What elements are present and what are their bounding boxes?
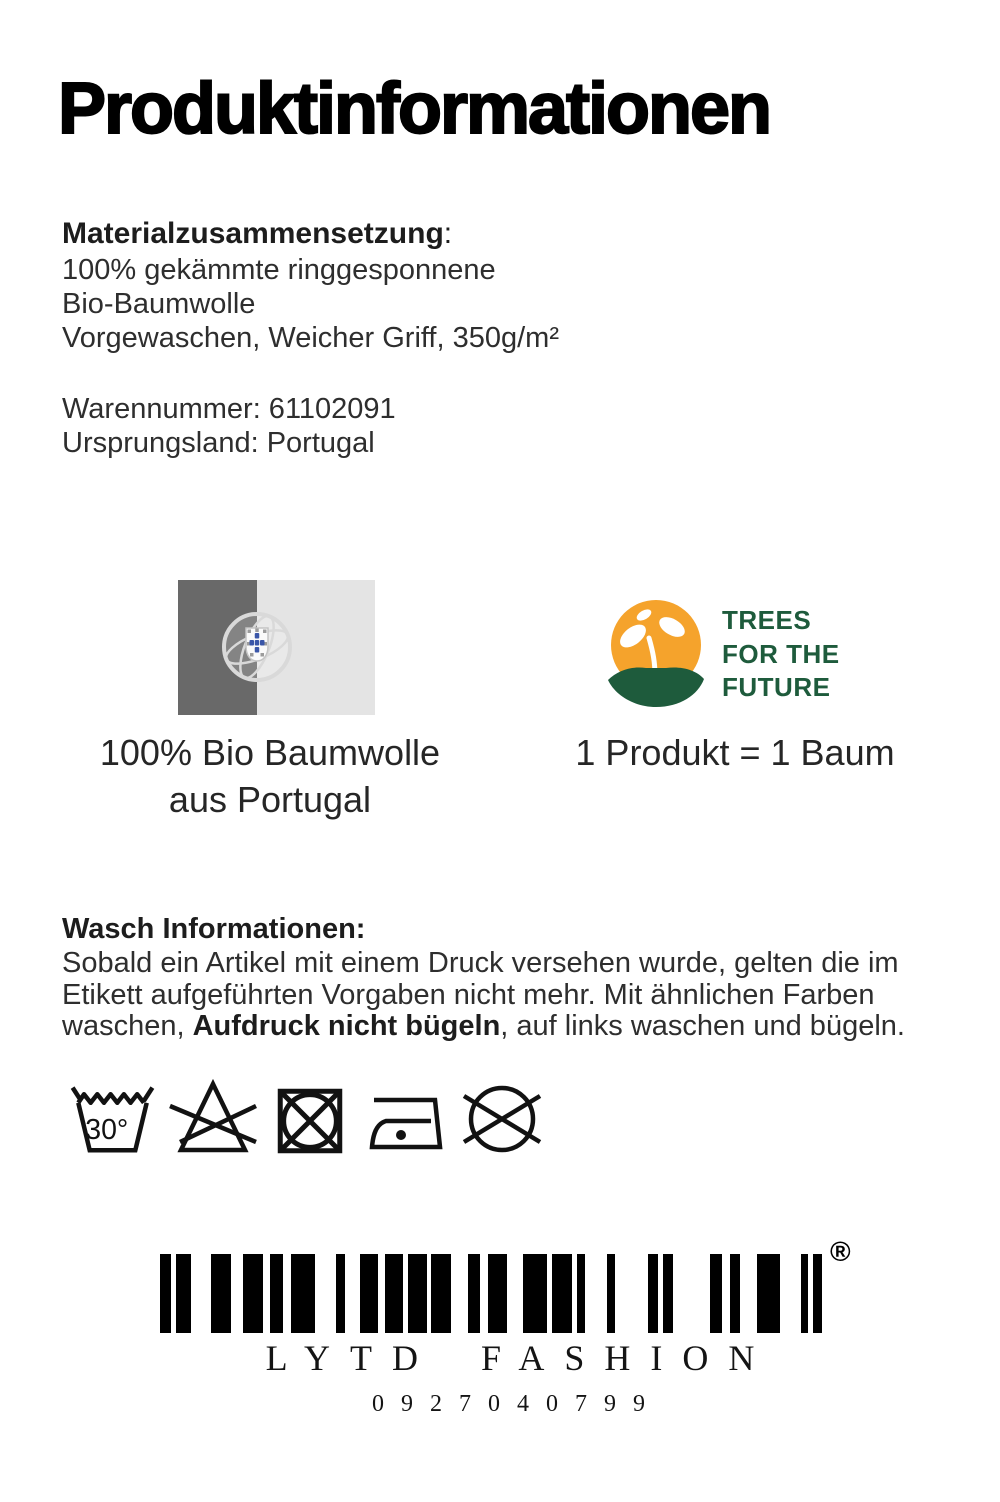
- barcode-bar: [730, 1254, 740, 1333]
- wash-paragraph-text: , auf links waschen und bügeln.: [500, 1010, 905, 1042]
- material-label-colon: :: [443, 217, 453, 250]
- barcode-bar: [211, 1254, 231, 1333]
- barcode-bar: [360, 1254, 378, 1333]
- do-not-bleach-icon: [168, 1078, 258, 1156]
- barcode-bar: [813, 1254, 822, 1333]
- material-section: [62, 215, 559, 355]
- page-title: Produktinformationen: [58, 69, 770, 149]
- item-line: Ursprungsland: Portugal: [62, 427, 375, 459]
- wash-paragraph-line: Etikett aufgeführten Vorgaben nicht mehr. Mit ähnlichen Farben: [62, 978, 875, 1011]
- barcode-bar: [488, 1254, 507, 1333]
- trees-wordmark: [722, 604, 840, 705]
- hand-shape: [608, 667, 704, 707]
- origin-caption-line: 100% Bio Baumwolle: [99, 732, 441, 773]
- wash-paragraph-text: waschen,: [62, 1010, 193, 1042]
- barcode-bar: [408, 1254, 427, 1333]
- barcode-bar: [801, 1254, 808, 1333]
- material-label-line: [62, 215, 559, 253]
- do-not-dry-clean-icon: [462, 1082, 542, 1156]
- brand-wordmark: LYTD FASHION: [265, 1338, 775, 1378]
- barcode-bar: [468, 1254, 480, 1333]
- trees-wordmark-line: TREES: [722, 605, 812, 635]
- barcode-bar: [577, 1254, 585, 1333]
- barcode-bar: [663, 1254, 673, 1333]
- portugal-emblem-icon: [222, 612, 292, 682]
- origin-caption-line: aus Portugal: [168, 779, 372, 820]
- barcode-bars: [160, 1254, 822, 1333]
- iron-dot: [396, 1130, 406, 1140]
- wash-paragraph-bold-text: Aufdruck nicht bügeln: [192, 1010, 501, 1042]
- barcode-bar: [648, 1254, 658, 1333]
- product-number: 0927040799: [372, 1391, 662, 1417]
- registered-mark: ®: [830, 1236, 851, 1267]
- wash-30-icon: [65, 1080, 160, 1156]
- wash-paragraph-line: Sobald ein Artikel mit einem Druck versehen wurde, gelten die im: [62, 947, 899, 979]
- trees-wordmark-line: FOR THE: [722, 638, 840, 669]
- barcode-bar: [607, 1254, 615, 1333]
- wash-temperature-label: 30°: [85, 1113, 129, 1146]
- barcode-bar: [291, 1254, 315, 1333]
- material-label: Materialzusammensetzung: [62, 217, 444, 250]
- wash-paragraph: [62, 948, 905, 1043]
- portugal-flag: [178, 580, 375, 715]
- barcode-bar: [243, 1254, 263, 1333]
- barcode-bar: [385, 1254, 403, 1333]
- trees-caption: 1 Produkt = 1 Baum: [575, 732, 895, 773]
- do-not-tumble-dry-icon: [276, 1086, 344, 1156]
- barcode-bar: [757, 1254, 780, 1333]
- care-symbols-row: [62, 1078, 622, 1156]
- barcode-bar: [710, 1254, 722, 1333]
- wash-paragraph-line: [62, 1011, 905, 1043]
- trees-for-the-future-logo-icon: [602, 596, 710, 712]
- material-line: Vorgewaschen, Weicher Griff, 350g/m²: [62, 322, 559, 354]
- barcode-bar: [176, 1254, 191, 1333]
- barcode-bar: [431, 1254, 451, 1333]
- trees-wordmark-line: FUTURE: [722, 672, 831, 702]
- item-line: Warennummer: 61102091: [62, 393, 396, 425]
- iron-one-dot-icon: [360, 1094, 448, 1156]
- wash-heading: Wasch Informationen:: [62, 913, 366, 945]
- material-line: 100% gekämmte ringgesponnene: [62, 254, 496, 286]
- barcode-bar: [523, 1254, 547, 1333]
- barcode-bar: [336, 1254, 345, 1333]
- item-section: [62, 392, 396, 460]
- barcode-bar: [552, 1254, 572, 1333]
- material-line: Bio-Baumwolle: [62, 288, 256, 320]
- origin-caption: [30, 729, 510, 823]
- barcode-bar: [270, 1254, 283, 1333]
- barcode-bar: [160, 1254, 171, 1333]
